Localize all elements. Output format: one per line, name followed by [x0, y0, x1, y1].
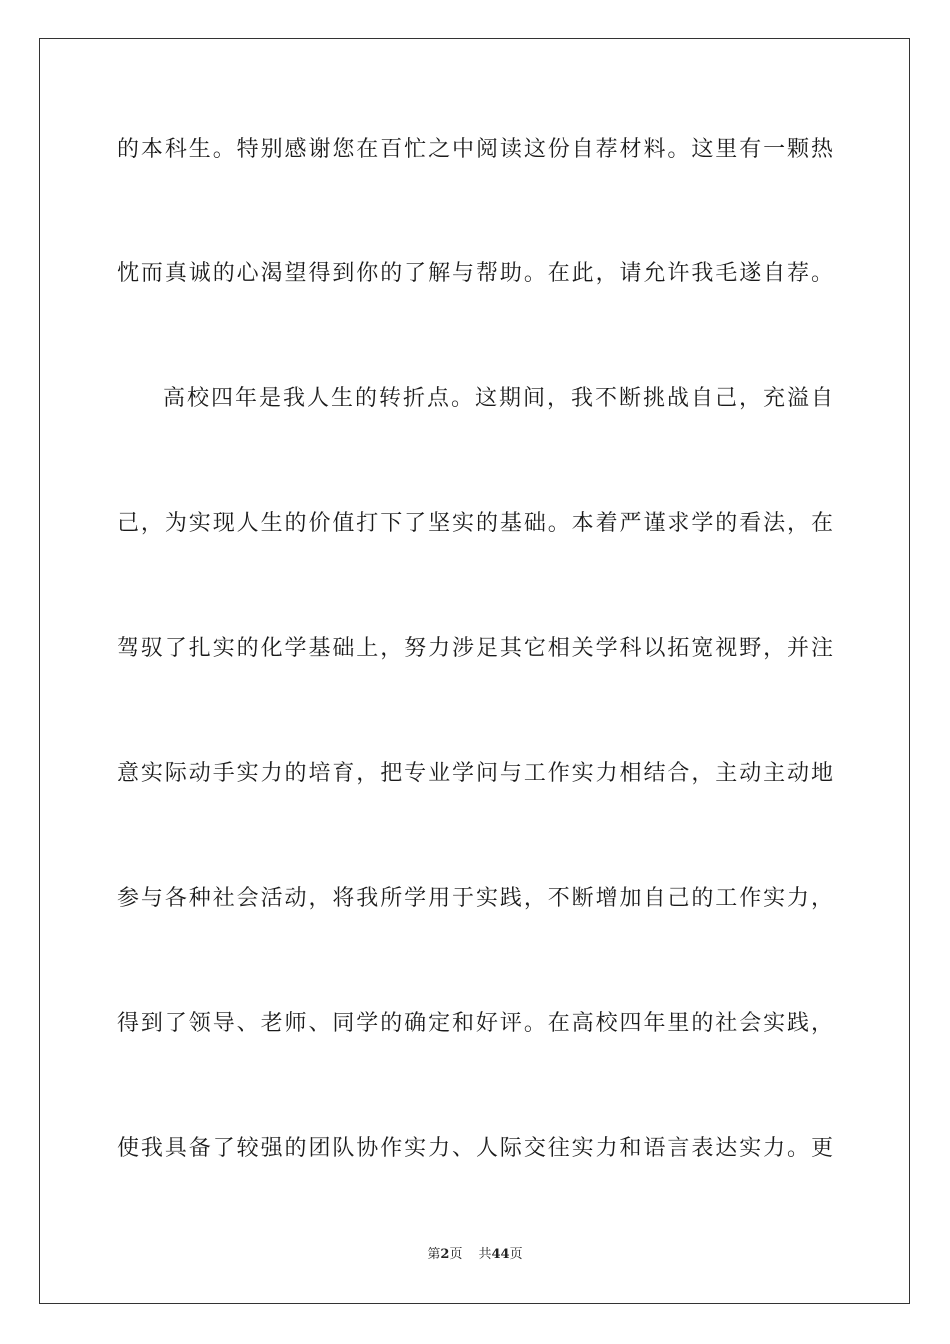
body-line-7: 参与各种社会活动，将我所学用于实践，不断增加自己的工作实力，: [117, 886, 833, 911]
body-line-1: 的本科生。特别感谢您在百忙之中阅读这份自荐材料。这里有一颗热: [117, 137, 833, 162]
body-line-8: 得到了领导、老师、同学的确定和好评。在高校四年里的社会实践，: [117, 1011, 833, 1036]
page-border: [39, 38, 910, 1304]
body-line-5: 驾驭了扎实的化学基础上，努力涉足其它相关学科以拓宽视野，并注: [117, 636, 833, 661]
body-line-4: 己，为实现人生的价值打下了坚实的基础。本着严谨求学的看法，在: [117, 511, 833, 536]
page-number: 2: [440, 1247, 450, 1262]
body-line-3: 高校四年是我人生的转折点。这期间，我不断挑战自己，充溢自: [163, 386, 833, 411]
total-prefix: 共: [478, 1247, 492, 1262]
page-footer: [0, 1246, 950, 1264]
body-line-9: 使我具备了较强的团队协作实力、人际交往实力和语言表达实力。更: [117, 1136, 833, 1161]
total-suffix: 页: [509, 1247, 523, 1262]
page-suffix: 页: [449, 1247, 463, 1262]
body-line-6: 意实际动手实力的培育，把专业学问与工作实力相结合，主动主动地: [117, 761, 833, 786]
page-prefix: 第: [427, 1247, 441, 1262]
body-line-2: 忱而真诚的心渴望得到你的了解与帮助。在此，请允许我毛遂自荐。: [117, 261, 833, 286]
total-pages: 44: [491, 1247, 510, 1262]
